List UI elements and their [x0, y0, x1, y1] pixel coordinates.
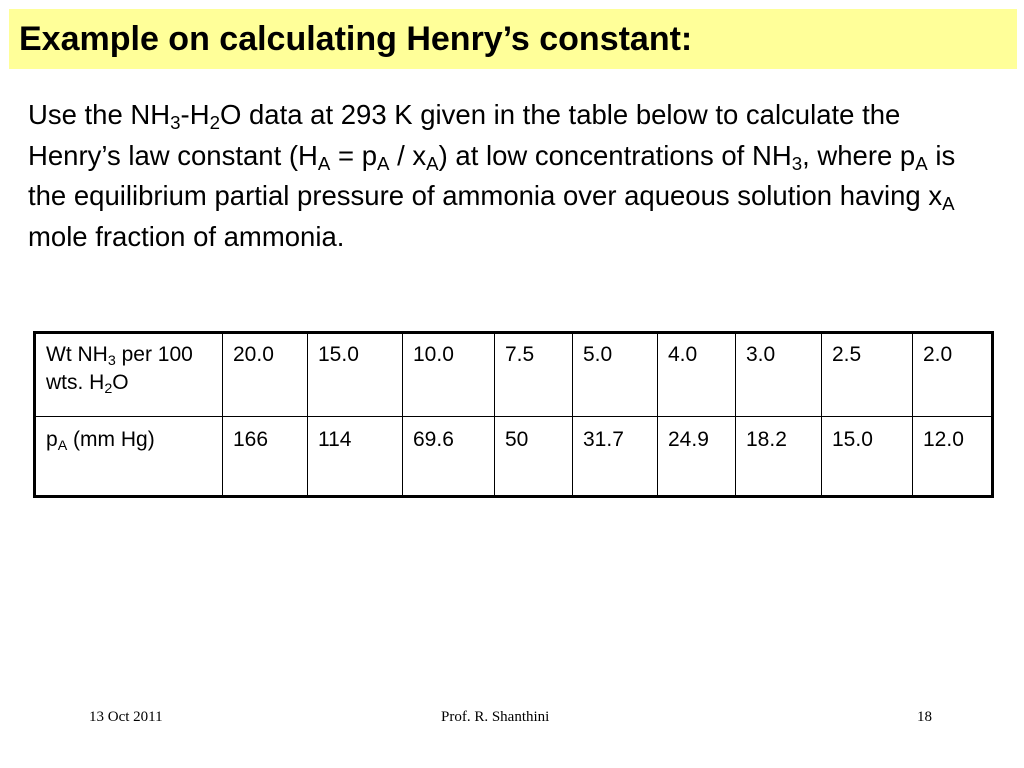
table-cell: 20.0 [223, 333, 308, 417]
statement-text: / x [389, 139, 427, 171]
footer-author: Prof. R. Shanthini [441, 709, 550, 725]
footer-date: 13 Oct 2011 [89, 709, 163, 725]
statement-text: O data at 293 K given in the table below to calculate the Henry’s law constant (H [28, 99, 901, 171]
table-cell: 69.6 [403, 417, 495, 497]
header-text: per 100 wts. H [46, 343, 193, 394]
table-cell: 15.0 [308, 333, 403, 417]
table-cell: 31.7 [573, 417, 658, 497]
header-text: p [46, 428, 58, 451]
table-row-weight [35, 333, 993, 417]
table-cell: 10.0 [403, 333, 495, 417]
statement-text: is the equilibrium partial pressure of ammonia over aqueous solution having x [28, 139, 956, 211]
nh3-data-table [33, 331, 994, 498]
header-text: (mm Hg) [67, 428, 155, 451]
statement-text: ) at low concentrations of NH [438, 139, 792, 171]
table-cell: 50 [495, 417, 573, 497]
statement-text: Use the NH [28, 99, 171, 130]
statement-subscript: A [915, 152, 928, 174]
statement-subscript: A [426, 152, 439, 174]
statement-text: = p [330, 139, 377, 171]
table-cell: 18.2 [736, 417, 822, 497]
table-cell: 114 [308, 417, 403, 497]
header-text: O [112, 371, 129, 394]
statement-subscript: 2 [209, 112, 220, 134]
table-cell: 2.0 [913, 333, 993, 417]
table-cell: 7.5 [495, 333, 573, 417]
header-text: Wt NH [46, 343, 108, 366]
table-cell: 4.0 [658, 333, 736, 417]
statement-text: -H [180, 99, 210, 130]
table-cell: 12.0 [913, 417, 993, 497]
table-cell: 166 [223, 417, 308, 497]
header-subscript: 3 [107, 352, 116, 369]
statement-subscript: A [317, 152, 331, 174]
table-cell: 5.0 [573, 333, 658, 417]
footer-page-number: 18 [917, 709, 932, 725]
header-subscript: 2 [104, 380, 113, 397]
row-header-pressure [35, 417, 223, 497]
statement-text: mole fraction of ammonia. [28, 220, 345, 252]
row-header-weight [35, 333, 223, 417]
table-cell: 15.0 [822, 417, 913, 497]
statement-subscript: 3 [791, 152, 803, 174]
slide-title-bar [9, 9, 1017, 69]
table-row-pressure [35, 417, 993, 497]
statement-text: , where p [802, 139, 916, 171]
table-cell: 24.9 [658, 417, 736, 497]
statement-subscript: 3 [170, 112, 181, 134]
header-subscript: A [57, 437, 68, 454]
table-cell: 3.0 [736, 333, 822, 417]
statement-subscript: A [942, 193, 955, 215]
statement-subscript: A [377, 152, 390, 174]
table-cell: 2.5 [822, 333, 913, 417]
problem-statement [28, 95, 988, 257]
slide-title: Example on calculating Henry’s constant: [19, 20, 693, 58]
